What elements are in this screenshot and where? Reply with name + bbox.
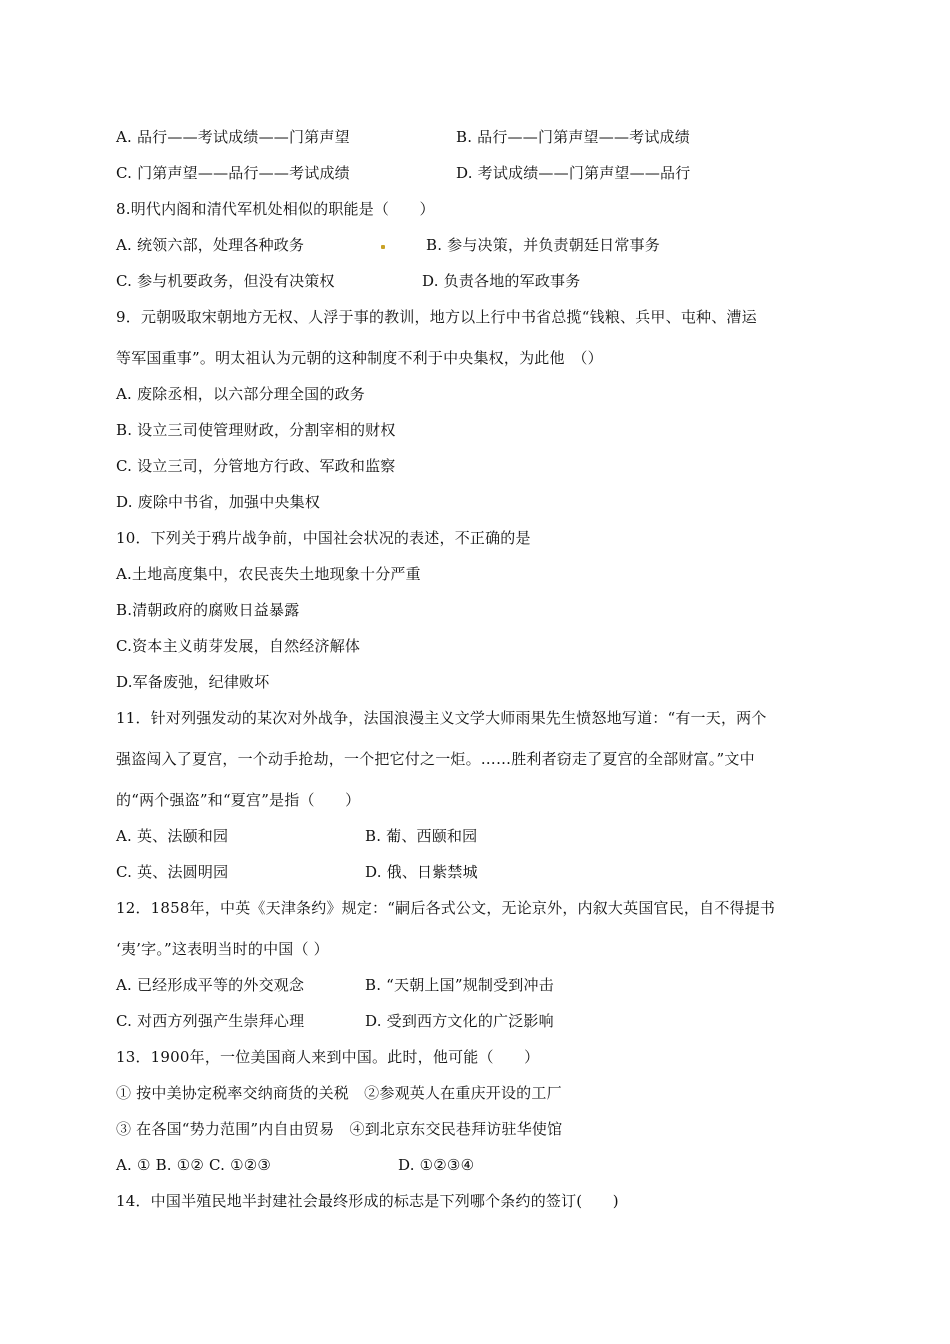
q9-option-c: C. 设立三司，分管地方行政、军政和监察 — [116, 457, 396, 475]
stray-mark — [381, 245, 385, 249]
q13-statements-1-2: ① 按中美协定税率交纳商货的关税 ②参观英人在重庆开设的工厂 — [116, 1084, 562, 1102]
q8-option-c: C. 参与机要政务，但没有决策权 — [116, 272, 335, 290]
q12-option-d: D. 受到西方文化的广泛影响 — [365, 1012, 554, 1030]
q9-stem-line1: 9．元朝吸取宋朝地方无权、人浮于事的教训，地方以上行中书省总揽“钱粮、兵甲、屯种、漕运 — [116, 308, 757, 326]
q14-stem: 14．中国半殖民地半封建社会最终形成的标志是下列哪个条约的签订( ) — [116, 1192, 619, 1210]
q12-stem-line2: ‘夷’字。”这表明当时的中国（ ） — [116, 940, 329, 958]
q13-choice-d: D. ①②③④ — [398, 1156, 475, 1174]
q9-option-d: D. 废除中书省，加强中央集权 — [116, 493, 321, 511]
q12-stem-line1: 12．1858年，中英《天津条约》规定：“嗣后各式公文，无论京外，内叙大英国官民，自不得提书 — [116, 899, 776, 917]
q8-stem: 8.明代内阁和清代军机处相似的职能是（ ） — [116, 200, 435, 218]
q7-option-d: D. 考试成绩——门第声望——品行 — [456, 164, 691, 182]
q7-option-c: C. 门第声望——品行——考试成绩 — [116, 164, 350, 182]
q13-choices-abc: A. ① B. ①② C. ①②③ — [116, 1156, 272, 1174]
q8-option-b: B. 参与决策，并负责朝廷日常事务 — [426, 236, 660, 254]
q11-option-d: D. 俄、日紫禁城 — [365, 863, 478, 881]
q10-option-c: C.资本主义萌芽发展，自然经济解体 — [116, 637, 361, 655]
q9-option-a: A. 废除丞相，以六部分理全国的政务 — [116, 385, 365, 403]
q13-statements-3-4: ③ 在各国“势力范围”内自由贸易 ④到北京东交民巷拜访驻华使馆 — [116, 1120, 563, 1138]
q12-option-b: B. “天朝上国”规制受到冲击 — [365, 976, 554, 994]
q11-option-b: B. 葡、西颐和园 — [365, 827, 478, 845]
q11-stem-line1: 11．针对列强发动的某次对外战争，法国浪漫主义文学大师雨果先生愤怒地写道：“有一天，两个 — [116, 709, 767, 727]
q7-option-b: B. 品行——门第声望——考试成绩 — [456, 128, 690, 146]
q10-stem: 10．下列关于鸦片战争前，中国社会状况的表述，不正确的是 — [116, 529, 531, 547]
q11-stem-line3: 的“两个强盗”和“夏宫”是指（ ） — [116, 791, 361, 809]
q9-stem-line2: 等军国重事”。明太祖认为元朝的这种制度不利于中央集权，为此他 （） — [116, 349, 603, 367]
q10-option-a: A.土地高度集中，农民丧失土地现象十分严重 — [116, 565, 421, 583]
q10-option-d: D.军备废弛，纪律败坏 — [116, 673, 270, 691]
q7-option-a: A. 品行——考试成绩——门第声望 — [116, 128, 350, 146]
q11-option-c: C. 英、法圆明园 — [116, 863, 229, 881]
q10-option-b: B.清朝政府的腐败日益暴露 — [116, 601, 300, 619]
q8-option-a: A. 统领六部，处理各种政务 — [116, 236, 305, 254]
q9-option-b: B. 设立三司使管理财政，分割宰相的财权 — [116, 421, 396, 439]
q8-option-d: D. 负责各地的军政事务 — [422, 272, 581, 290]
q13-stem: 13．1900年，一位美国商人来到中国。此时，他可能（ ） — [116, 1048, 540, 1066]
q12-option-c: C. 对西方列强产生崇拜心理 — [116, 1012, 305, 1030]
q11-stem-line2: 强盗闯入了夏宫，一个动手抢劫，一个把它付之一炬。……胜利者窃走了夏宫的全部财富。”文中 — [116, 750, 755, 768]
q12-option-a: A. 已经形成平等的外交观念 — [116, 976, 305, 994]
q11-option-a: A. 英、法颐和园 — [116, 827, 229, 845]
